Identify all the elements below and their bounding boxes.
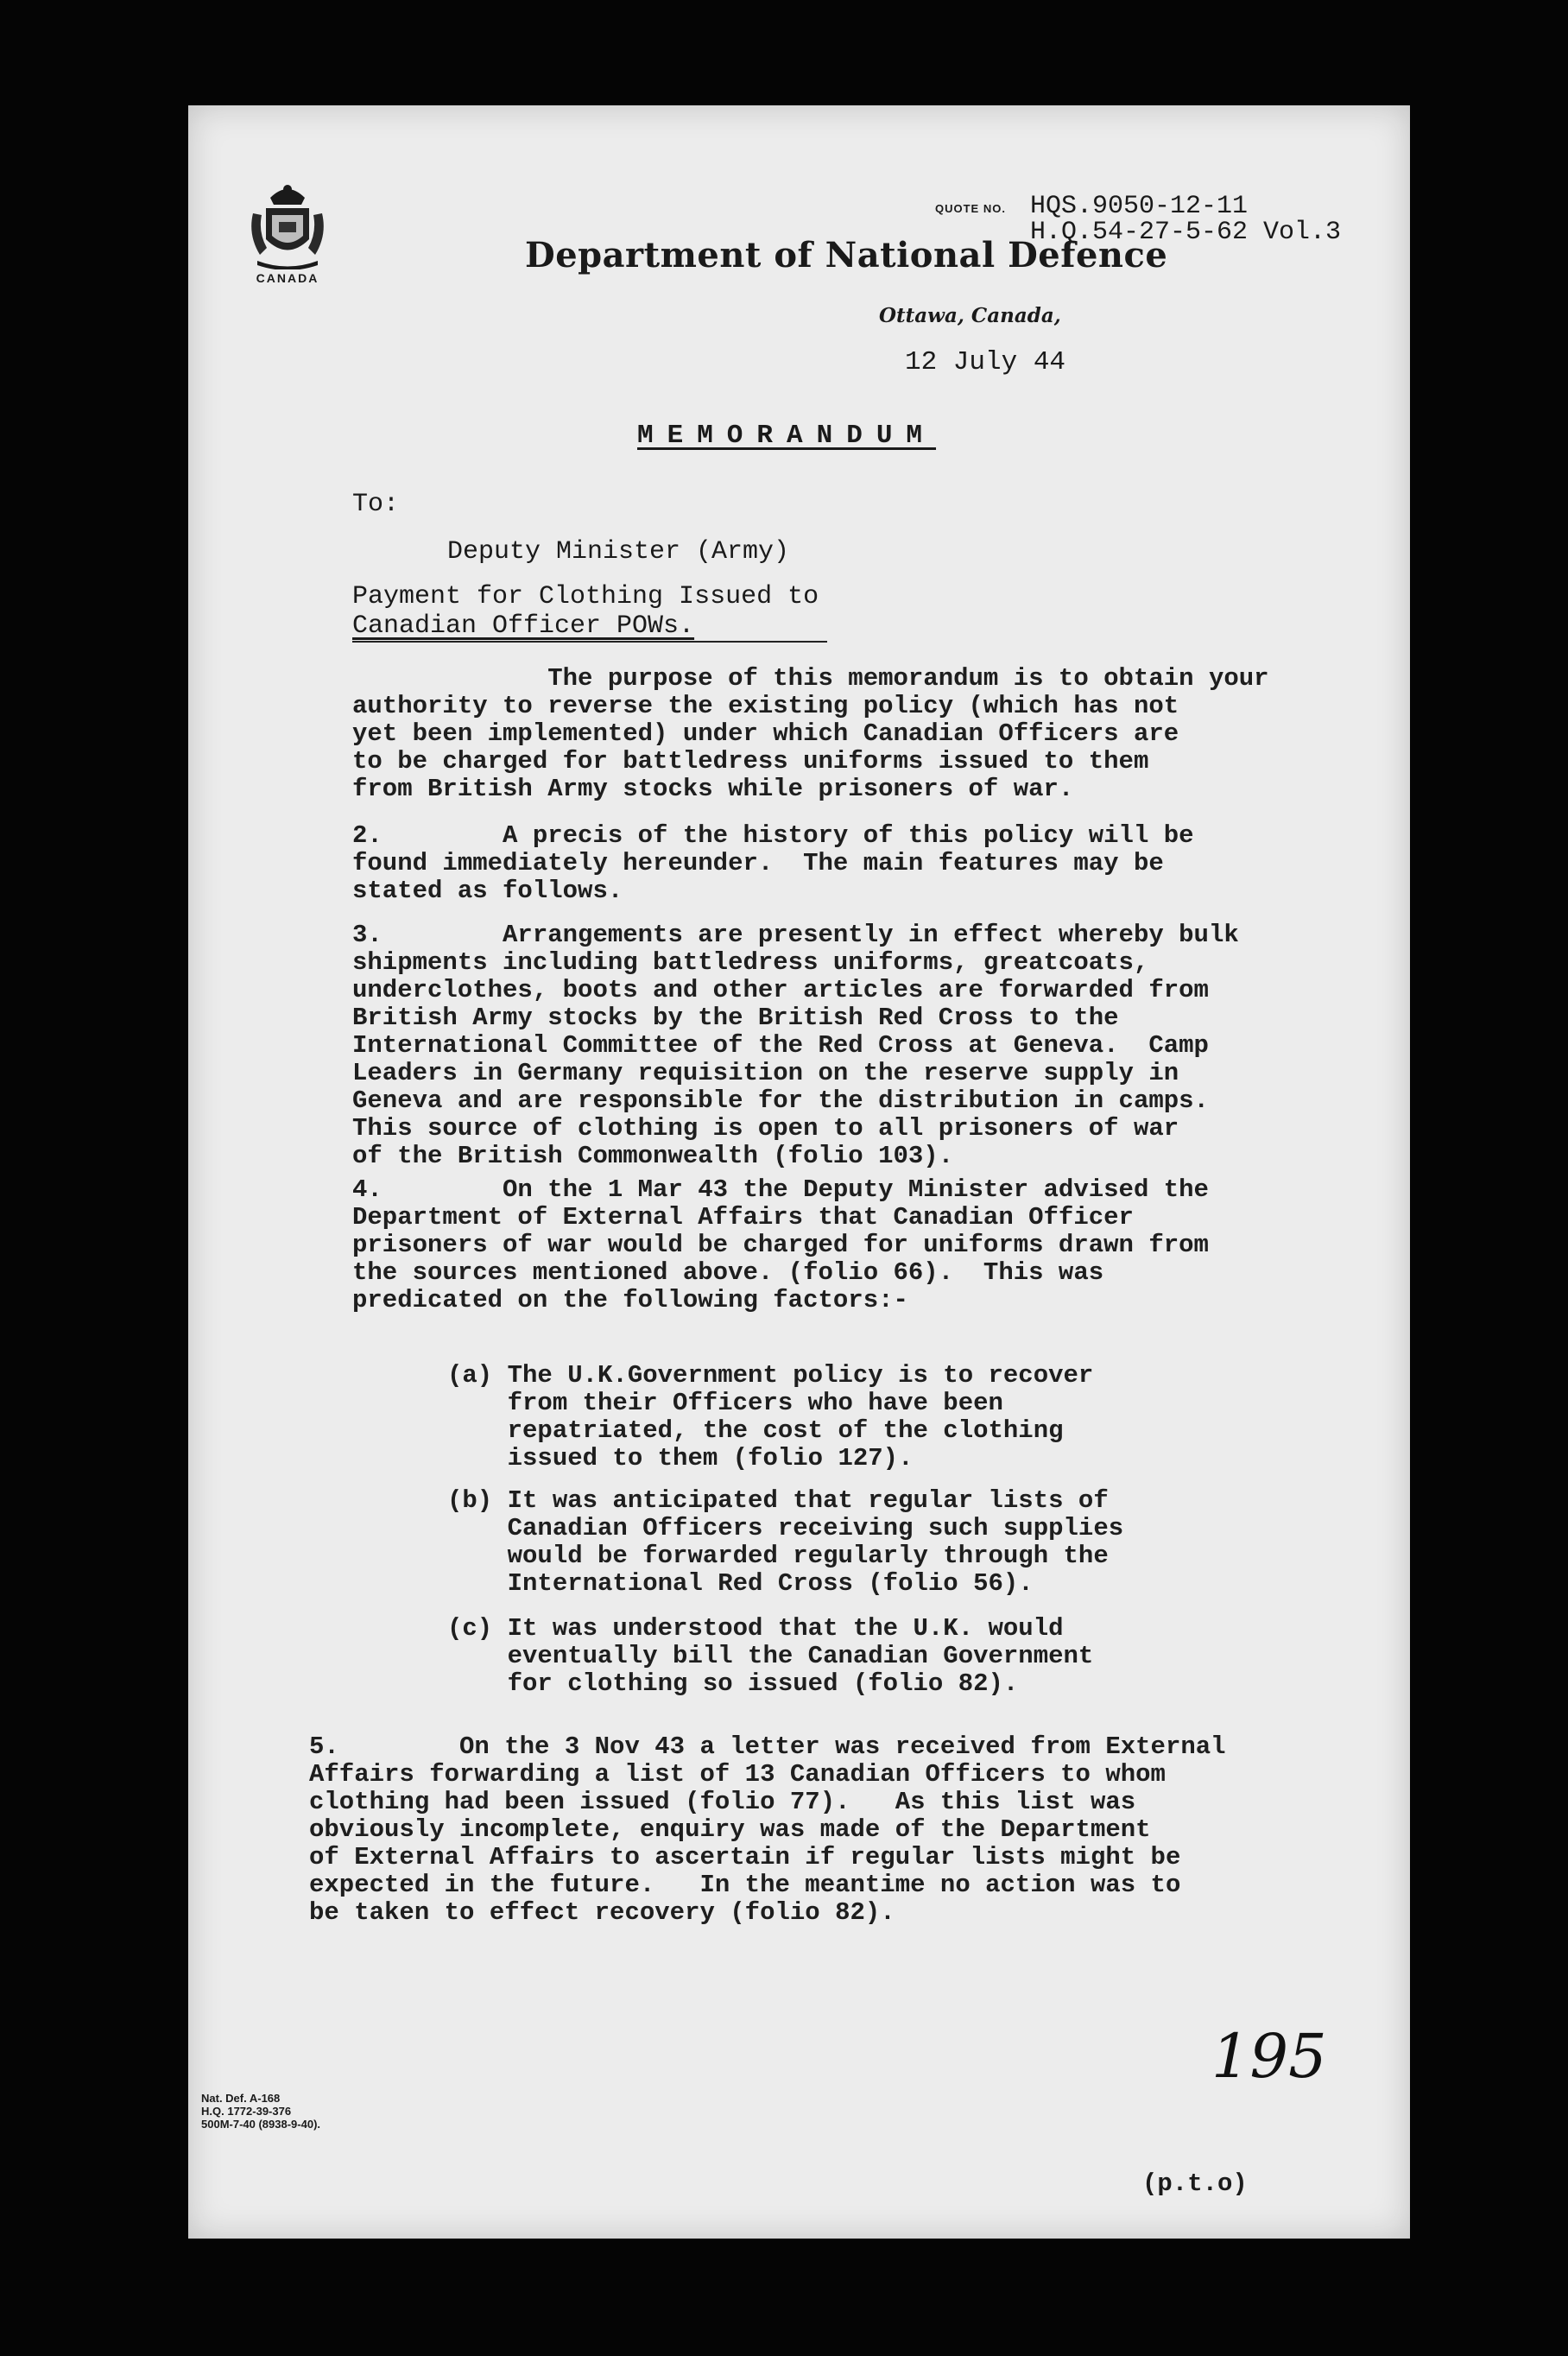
addressee: Deputy Minister (Army) bbox=[447, 537, 790, 567]
subject-line-2: Canadian Officer POWs. bbox=[352, 611, 695, 641]
paragraph-3: 3. Arrangements are presently in effect whereby bulk shipments including battledress uniforms, greatcoats, underclothes, boots and other articles are forwarded from British Army stocks by the British Red Cross to the International Committee of the Red Cross at Geneva. Camp Leaders in Germany requisition on the reserve supply in Geneva and are responsible for the distribution in camps. This source of clothing is open to all prisoners of war of the British Commonwealth (folio 103). bbox=[352, 921, 1239, 1170]
memorandum-page bbox=[188, 105, 1410, 2239]
place-of-issue: Ottawa, Canada, bbox=[879, 304, 1061, 327]
file-reference-secondary: H.Q.54-27-5-62 Vol.3 bbox=[1030, 218, 1342, 247]
crest bbox=[236, 179, 339, 285]
subject-line-1: Payment for Clothing Issued to bbox=[352, 582, 819, 611]
paragraph-4c: (c) It was understood that the U.K. would eventually bill the Canadian Government for clothing so issued (folio 82). bbox=[447, 1614, 1094, 1698]
subject-underline bbox=[352, 641, 827, 643]
paragraph-5: 5. On the 3 Nov 43 a letter was received from External Affairs forwarding a list of 13 Canadian Officers to whom clothing had been issued (folio 77). As this list was obviously incomplete, enquiry was made of the Department of External Affairs to ascertain if regular lists might be expected in the future. In the meantime no action was to be taken to effect recovery (folio 82). bbox=[309, 1732, 1226, 1927]
crest-label: CANADA bbox=[256, 271, 319, 285]
subject-line bbox=[352, 582, 819, 641]
paragraph-1: The purpose of this memorandum is to obtain your authority to reverse the existing policy (which has not yet been implemented) under which Canadian Officers are to be charged for battledress uniforms issued to them from British Army stocks while prisoners of war. bbox=[352, 664, 1269, 803]
paragraph-4b: (b) It was anticipated that regular lists of Canadian Officers receiving such supplies would be forwarded regularly through the International Red Cross (folio 56). bbox=[447, 1486, 1124, 1598]
memo-heading: MEMORANDUM bbox=[637, 421, 937, 451]
department-name: Department of National Defence bbox=[525, 235, 1168, 276]
canada-coat-of-arms-icon bbox=[244, 179, 331, 269]
paragraph-4: 4. On the 1 Mar 43 the Deputy Minister advised the Department of External Affairs that Canadian Officer prisoners of war would be charged for uniforms drawn from the sources mentioned above. (folio 66). This was predicated on the following factors:- bbox=[352, 1175, 1209, 1314]
quote-number-label: QUOTE NO. bbox=[935, 202, 1006, 215]
paragraph-2: 2. A precis of the history of this policy will be found immediately hereunder. The main features may be stated as follows. bbox=[352, 821, 1194, 905]
paragraph-4a: (a) The U.K.Government policy is to recover from their Officers who have been repatriated, the cost of the clothing issued to them (folio 127). bbox=[447, 1361, 1094, 1472]
memo-date: 12 July 44 bbox=[905, 347, 1066, 377]
form-codes: Nat. Def. A-168 H.Q. 1772-39-376 500M-7-40 (8938-9-40). bbox=[201, 2092, 321, 2131]
to-label: To: bbox=[352, 490, 400, 519]
handwritten-folio-number: 195 bbox=[1211, 2021, 1327, 2092]
please-turn-over: (p.t.o) bbox=[1142, 2169, 1248, 2198]
file-reference-primary: HQS.9050-12-11 bbox=[1030, 192, 1249, 221]
